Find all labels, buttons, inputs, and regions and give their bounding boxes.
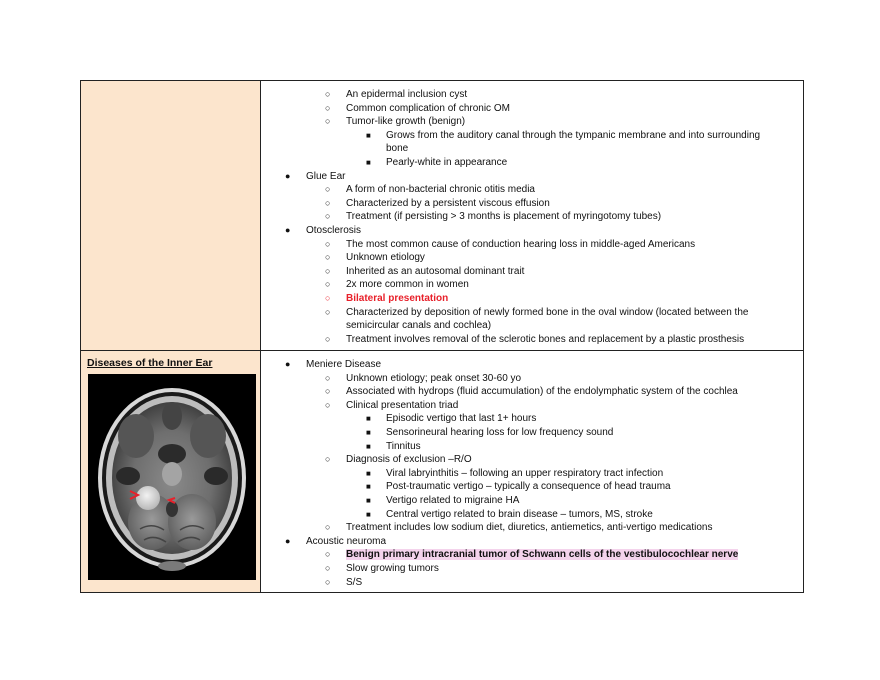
list (261, 467, 803, 521)
list-item: ○ 2x more common in women (325, 279, 469, 291)
disc-bullet-icon: ● (285, 224, 291, 235)
list (261, 129, 803, 170)
circle-bullet-icon: ○ (325, 549, 331, 560)
list-item: ○ A form of non-bacterial chronic otitis media (325, 184, 535, 196)
circle-bullet-icon: ○ (325, 454, 331, 465)
list-item: ■ Vertigo related to migraine HA (366, 494, 520, 506)
list (261, 224, 803, 238)
list-item: ■ Central vertigo related to brain disease – tumors, MS, stroke (366, 508, 653, 520)
list (261, 548, 803, 589)
table-row (81, 351, 804, 593)
circle-bullet-icon: ○ (325, 522, 331, 533)
list-item: ● Otosclerosis (285, 224, 362, 236)
list-item: ○ Common complication of chronic OM (325, 102, 510, 114)
square-bullet-icon: ■ (366, 495, 371, 505)
list-item: ○ Characterized by a persistent viscous effusion (325, 197, 550, 209)
list-item: ○ The most common cause of conduction hearing loss in middle-aged Americans (325, 238, 696, 250)
circle-bullet-icon: ○ (325, 102, 331, 113)
circle-bullet-icon: ○ (325, 399, 331, 410)
circle-bullet-icon: ○ (325, 197, 331, 208)
list-item: ● Meniere Disease (285, 359, 382, 370)
outline (261, 81, 803, 346)
list-item: ■ Viral labryinthitis – following an upper respiratory tract infection (366, 467, 664, 479)
list-item: ■ Grows from the auditory canal through the tympanic membrane and into surrounding bone (366, 129, 761, 155)
disc-bullet-icon: ● (285, 535, 291, 546)
square-bullet-icon: ■ (366, 441, 371, 451)
topic-cell (81, 81, 261, 351)
list (261, 412, 803, 453)
circle-bullet-icon: ○ (325, 89, 331, 99)
list (261, 170, 803, 184)
square-bullet-icon: ■ (366, 414, 371, 424)
circle-bullet-icon: ○ (325, 116, 331, 127)
list-item: ○ S/S (325, 576, 363, 588)
content-cell (261, 81, 804, 351)
table-row (81, 81, 804, 351)
list-item: ● Acoustic neuroma (285, 535, 387, 547)
mri-scan-image (88, 374, 256, 580)
list-item: ○ Treatment includes low sodium diet, diuretics, antiemetics, anti-vertigo medications (325, 522, 713, 534)
square-bullet-icon: ■ (366, 509, 371, 519)
list-item: ○ An epidermal inclusion cyst (325, 89, 468, 100)
circle-bullet-icon: ○ (325, 372, 331, 383)
outline (261, 351, 803, 589)
circle-bullet-icon: ○ (325, 576, 331, 587)
list-item (261, 548, 803, 562)
list (261, 521, 803, 535)
emphasis-text: Bilateral presentation (346, 292, 449, 304)
list-item: ○ Treatment (if persisting > 3 months is placement of myringotomy tubes) (325, 211, 662, 223)
list (261, 88, 803, 129)
list (261, 453, 803, 467)
list-item: ○ Diagnosis of exclusion –R/O (325, 454, 472, 466)
list-item: ● Glue Ear (285, 170, 346, 182)
list-item: ○ Associated with hydrops (fluid accumulation) of the endolymphatic system of the cochlea (325, 386, 738, 398)
circle-bullet-icon: ○ (325, 184, 331, 195)
list-item: ○ Tumor-like growth (benign) (325, 116, 466, 128)
list-item: ■ Pearly-white in appearance (366, 156, 508, 168)
list (261, 238, 803, 347)
list-item: ○ Slow growing tumors (325, 562, 439, 574)
square-bullet-icon: ■ (366, 427, 371, 437)
circle-bullet-icon: ○ (325, 292, 331, 303)
circle-bullet-icon: ○ (325, 265, 331, 276)
notes-table (80, 80, 804, 593)
disc-bullet-icon: ● (285, 170, 291, 181)
content-cell (261, 351, 804, 593)
highlighted-text: Benign primary intracranial tumor of Schwann cells of the vestibulocochlear nerve (346, 549, 739, 561)
circle-bullet-icon: ○ (325, 306, 331, 317)
list-item: ■ Episodic vertigo that last 1+ hours (366, 413, 537, 425)
list-item: ○ Characterized by deposition of newly formed bone in the oval window (located between the semicircular canals and cochlea) (325, 306, 749, 332)
list-item: ■ Post-traumatic vertigo – typically a consequence of head trauma (366, 481, 671, 493)
list-item: ○ Unknown etiology (325, 252, 425, 264)
list-item: ■ Sensorineural hearing loss for low frequency sound (366, 426, 614, 438)
section-title: Diseases of the Inner Ear (87, 357, 213, 369)
square-bullet-icon: ■ (366, 482, 371, 492)
square-bullet-icon: ■ (366, 468, 371, 478)
square-bullet-icon: ■ (366, 157, 371, 167)
circle-bullet-icon: ○ (325, 238, 331, 249)
circle-bullet-icon: ○ (325, 211, 331, 222)
list-item: ■ Tinnitus (366, 440, 421, 452)
circle-bullet-icon: ○ (325, 279, 331, 290)
list (261, 358, 803, 372)
topic-cell (81, 351, 261, 593)
disc-bullet-icon: ● (285, 359, 291, 369)
list-item: ○ Inherited as an autosomal dominant trait (325, 265, 525, 277)
circle-bullet-icon: ○ (325, 252, 331, 263)
circle-bullet-icon: ○ (325, 386, 331, 397)
list (261, 372, 803, 413)
list (261, 183, 803, 224)
list-item (261, 292, 803, 306)
square-bullet-icon: ■ (366, 130, 371, 140)
list-item: ○ Clinical presentation triad (325, 399, 459, 411)
list-item: ○ Treatment involves removal of the sclerotic bones and replacement by a plastic prosthesis (325, 333, 745, 345)
circle-bullet-icon: ○ (325, 333, 331, 344)
circle-bullet-icon: ○ (325, 562, 331, 573)
list-item: ○ Unknown etiology; peak onset 30-60 yo (325, 372, 522, 384)
list (261, 535, 803, 549)
